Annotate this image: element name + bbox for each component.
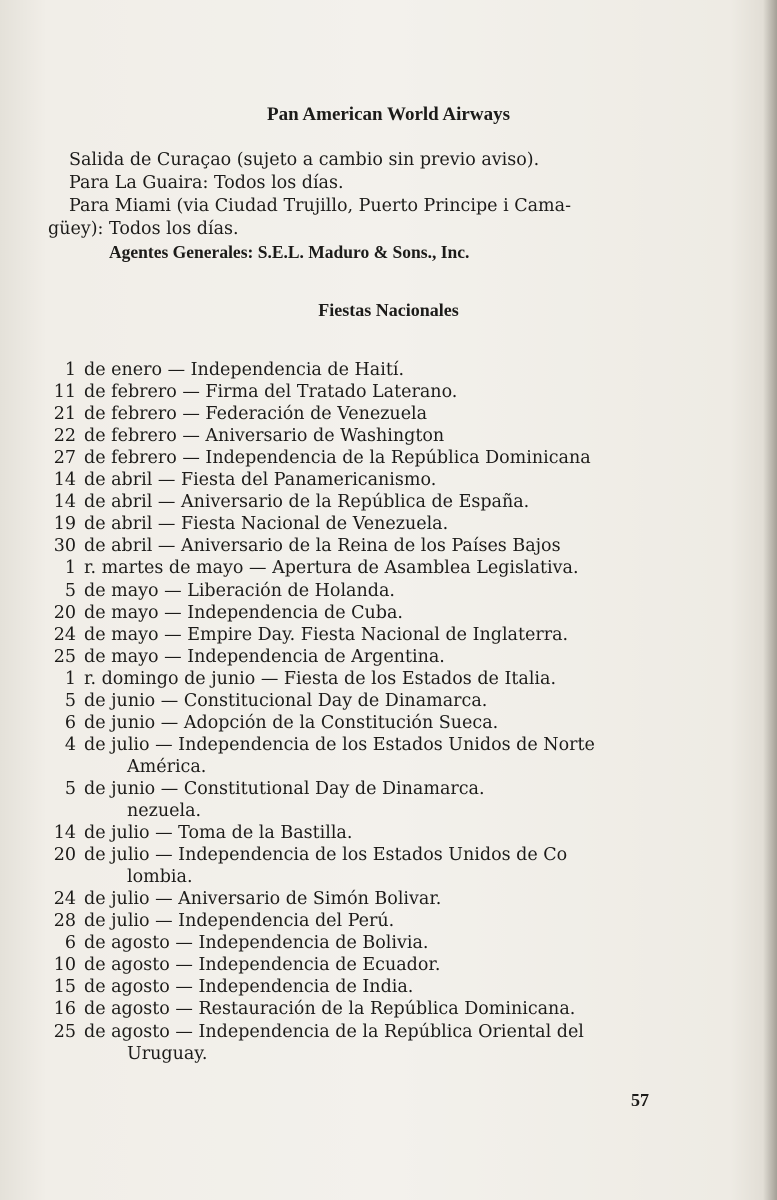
holiday-day: 1 [64, 360, 76, 380]
holiday-continuation: América. [127, 756, 207, 777]
holiday-text: r. martes de mayo — Apertura de Asamblea Legislativa. [84, 558, 579, 579]
holiday-day: 11 [53, 382, 76, 403]
holiday-day: 14 [53, 823, 76, 844]
holiday-day: 25 [53, 1021, 76, 1042]
page-edge-shadow [763, 0, 777, 1200]
holiday-day: 5 [64, 690, 76, 711]
holiday-day: 25 [53, 646, 76, 667]
holiday-day: 5 [64, 778, 76, 799]
holiday-text: de mayo — Empire Day. Fiesta Nacional de Inglaterra. [84, 624, 569, 645]
holiday-text: de julio — Toma de la Bastilla. [84, 823, 353, 844]
holiday-text: de agosto — Independencia de la República Oriental del [84, 1021, 584, 1042]
holiday-continuation: Uruguay. [127, 1043, 208, 1064]
airline-title: Pan American World Airways [267, 104, 510, 125]
holiday-text: de abril — Fiesta Nacional de Venezuela. [84, 514, 449, 535]
holiday-text: de junio — Adopción de la Constitución Sueca. [84, 712, 499, 733]
holiday-text: de agosto — Independencia de India. [84, 977, 414, 998]
holiday-text: de febrero — Independencia de la República Dominicana [84, 448, 591, 469]
holiday-text: de abril — Fiesta del Panamericanismo. [84, 470, 437, 491]
holiday-day: 6 [64, 933, 76, 954]
general-agents: Agentes Generales: S.E.L. Maduro & Sons., Inc. [109, 242, 470, 262]
holiday-text: de julio — Aniversario de Simón Bolivar. [84, 889, 442, 910]
holiday-day: 24 [53, 889, 76, 910]
holiday-day: 30 [53, 536, 76, 557]
holiday-text: de junio — Constitutional Day de Dinamarca. [84, 778, 485, 799]
holiday-text: de agosto — Restauración de la República Dominicana. [84, 999, 576, 1020]
holiday-continuation: lombia. [127, 867, 193, 888]
holidays-title: Fiestas Nacionales [318, 300, 459, 320]
holiday-text: de julio — Independencia de los Estados Unidos de Co [84, 845, 568, 866]
holiday-text: de junio — Constitucional Day de Dinamarca. [84, 690, 488, 711]
route-miami-continued: güey): Todos los días. [48, 219, 239, 239]
page-number: 57 [631, 1090, 649, 1110]
holiday-day: 15 [53, 977, 76, 998]
holiday-text: de enero — Independencia de Haití. [84, 360, 405, 380]
holiday-day: 6 [64, 712, 76, 733]
holiday-day: 19 [53, 514, 76, 535]
holiday-text: de abril — Aniversario de la Reina de los Países Bajos [84, 536, 561, 557]
holiday-day: 16 [53, 999, 76, 1020]
schedule-note: Salida de Curaçao (sujeto a cambio sin previo aviso). [69, 150, 540, 170]
holiday-text: de mayo — Liberación de Holanda. [84, 580, 395, 601]
holiday-text: de febrero — Firma del Tratado Laterano. [84, 382, 458, 403]
holiday-text: de mayo — Independencia de Cuba. [84, 602, 403, 623]
route-la-guaira: Para La Guaira: Todos los días. [69, 173, 344, 193]
holiday-day: 14 [53, 492, 76, 513]
holiday-day: 28 [53, 911, 76, 932]
route-miami: Para Miami (via Ciudad Trujillo, Puerto Principe i Cama- [69, 196, 571, 216]
holiday-text: de julio — Independencia del Perú. [84, 911, 395, 932]
holiday-day: 21 [53, 404, 76, 425]
holiday-text: r. domingo de junio — Fiesta de los Estados de Italia. [84, 668, 557, 689]
holiday-day: 5 [64, 580, 76, 601]
holiday-text: de agosto — Independencia de Ecuador. [84, 955, 441, 976]
holiday-text: de abril — Aniversario de la República de España. [84, 492, 530, 513]
holiday-text: de mayo — Independencia de Argentina. [84, 646, 445, 667]
holiday-text: de agosto — Independencia de Bolivia. [84, 933, 429, 954]
holiday-day: 24 [53, 624, 76, 645]
holiday-day: 20 [53, 845, 76, 866]
holiday-day: 4 [64, 734, 76, 755]
holiday-day: 10 [53, 955, 76, 976]
holiday-day: 1 [64, 668, 76, 689]
holiday-day: 27 [53, 448, 76, 469]
holiday-day: 1 [64, 558, 76, 579]
holiday-text: de julio — Independencia de los Estados Unidos de Norte [84, 734, 595, 755]
holiday-continuation: nezuela. [127, 801, 202, 821]
holiday-text: de febrero — Aniversario de Washington [84, 426, 445, 447]
holiday-day: 22 [53, 426, 76, 447]
holiday-day: 14 [53, 470, 76, 491]
holiday-text: de febrero — Federación de Venezuela [84, 404, 428, 425]
holiday-day: 20 [53, 602, 76, 623]
